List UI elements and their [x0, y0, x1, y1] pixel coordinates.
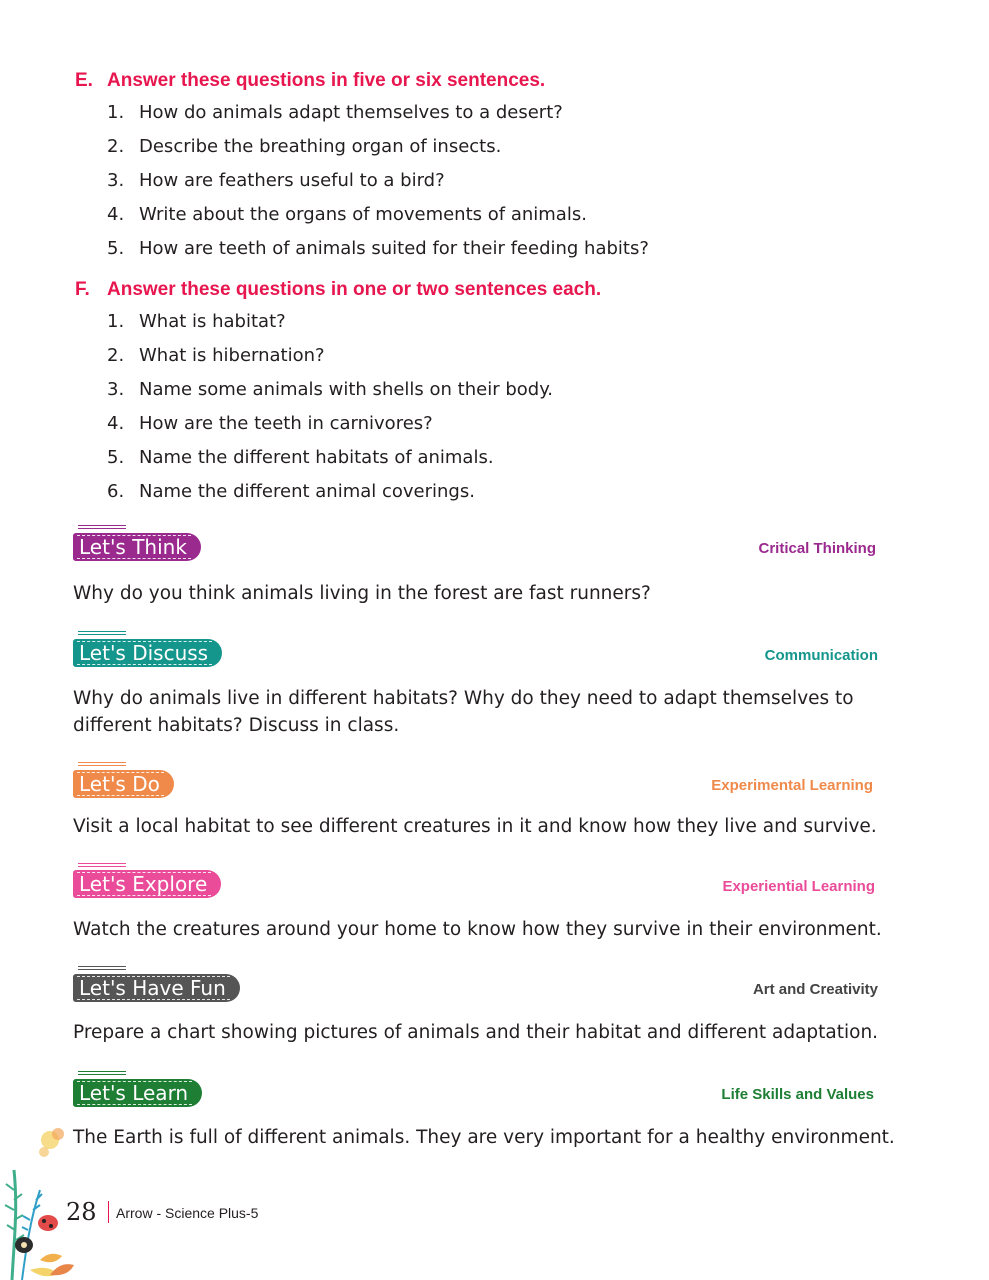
lets-explore-text: Watch the creatures around your home to know how they survive in their environment.	[73, 919, 882, 940]
lets-do-text: Visit a local habitat to see different creatures in it and know how they live and survive.	[73, 816, 877, 837]
lets-have-fun-banner: Let's Have Fun	[73, 974, 240, 1002]
banner-decoration	[78, 631, 126, 636]
book-title: Arrow - Science Plus-5	[116, 1205, 259, 1221]
lets-think-banner: Let's Think	[73, 533, 201, 561]
lets-explore-skill: Experiential Learning	[722, 878, 875, 895]
question-number: 6.	[107, 481, 125, 502]
list-item	[107, 164, 649, 198]
question-text: Name some animals with shells on their body.	[139, 379, 553, 400]
list-item	[107, 441, 553, 475]
question-number: 2.	[107, 136, 125, 157]
lets-discuss-banner: Let's Discuss	[73, 639, 222, 667]
question-text: How are the teeth in carnivores?	[139, 413, 433, 434]
lets-learn-banner: Let's Learn	[73, 1079, 202, 1107]
question-number: 5.	[107, 447, 125, 468]
lets-discuss-text: Why do animals live in different habitats? Why do they need to adapt themselves to different habitats? Discuss in class.	[73, 688, 854, 736]
section-f-letter: F.	[75, 279, 90, 300]
section-e-heading	[75, 70, 545, 92]
question-number: 5.	[107, 238, 125, 259]
question-number: 2.	[107, 345, 125, 366]
banner-decoration	[78, 966, 126, 971]
lets-explore-banner: Let's Explore	[73, 870, 221, 898]
banner-decoration	[78, 1071, 126, 1076]
footer-divider	[108, 1201, 109, 1223]
question-number: 4.	[107, 413, 125, 434]
question-text: What is hibernation?	[139, 345, 325, 366]
lets-learn-text: The Earth is full of different animals. They are very important for a healthy environment.	[73, 1127, 895, 1148]
section-f-title: Answer these questions in one or two sentences each.	[107, 279, 602, 300]
section-f-questions	[107, 305, 553, 509]
question-text: How do animals adapt themselves to a desert?	[139, 102, 563, 123]
question-text: What is habitat?	[139, 311, 286, 332]
question-text: How are teeth of animals suited for their feeding habits?	[139, 238, 649, 259]
section-e-questions	[107, 96, 649, 266]
lets-learn-skill: Life Skills and Values	[721, 1086, 874, 1103]
question-number: 1.	[107, 311, 125, 332]
list-item	[107, 198, 649, 232]
lets-do-skill: Experimental Learning	[711, 777, 873, 794]
question-number: 1.	[107, 102, 125, 123]
list-item	[107, 130, 649, 164]
list-item	[107, 475, 553, 509]
banner-decoration	[78, 762, 126, 767]
lets-think-text: Why do you think animals living in the forest are fast runners?	[73, 583, 651, 604]
list-item	[107, 339, 553, 373]
question-number: 3.	[107, 170, 125, 191]
banner-decoration	[78, 525, 126, 530]
question-number: 4.	[107, 204, 125, 225]
question-text: Write about the organs of movements of animals.	[139, 204, 587, 225]
page-number: 28	[66, 1198, 97, 1226]
question-number: 3.	[107, 379, 125, 400]
lets-have-fun-skill: Art and Creativity	[752, 981, 878, 998]
section-f-heading	[75, 279, 601, 301]
section-e-letter: E.	[75, 70, 93, 91]
question-text: How are feathers useful to a bird?	[139, 170, 445, 191]
question-text: Name the different habitats of animals.	[139, 447, 494, 468]
lets-do-banner: Let's Do	[73, 770, 174, 798]
list-item	[107, 232, 649, 266]
banner-decoration	[78, 863, 126, 868]
list-item	[107, 305, 553, 339]
question-text: Name the different animal coverings.	[139, 481, 475, 502]
list-item	[107, 96, 649, 130]
lets-discuss-skill: Communication	[764, 647, 878, 664]
question-text: Describe the breathing organ of insects.	[139, 136, 502, 157]
flower-illustration-icon	[0, 1100, 80, 1280]
lets-have-fun-text: Prepare a chart showing pictures of animals and their habitat and different adaptation.	[73, 1022, 879, 1043]
section-e-title: Answer these questions in five or six sentences.	[107, 70, 546, 91]
list-item	[107, 373, 553, 407]
lets-think-skill: Critical Thinking	[758, 540, 876, 557]
list-item	[107, 407, 553, 441]
